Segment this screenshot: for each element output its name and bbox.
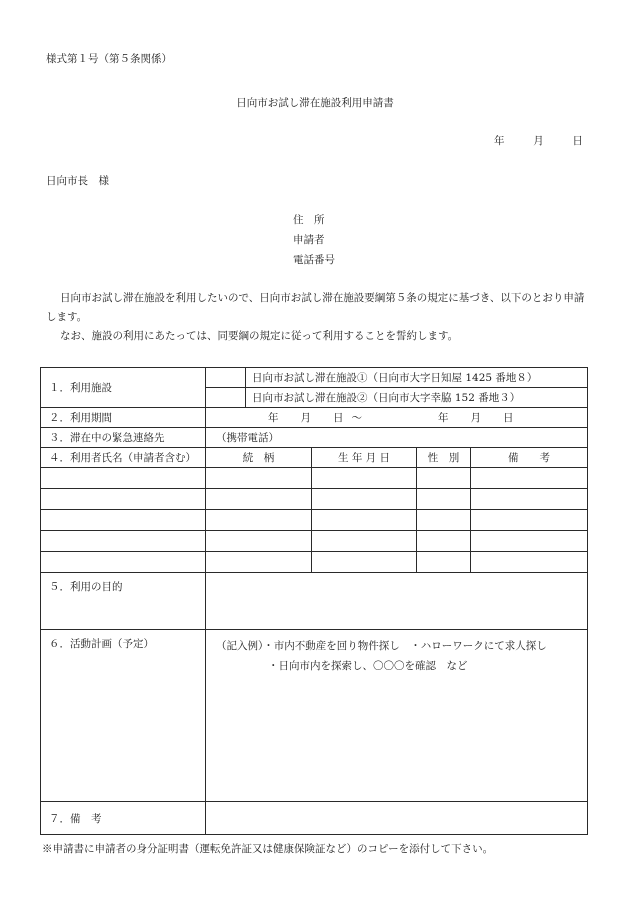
emergency-field[interactable]: [206, 428, 588, 448]
user-name-cell[interactable]: [41, 531, 206, 552]
user-gender-cell[interactable]: [417, 489, 471, 510]
form-number: 様式第１号（第５条関係）: [46, 53, 172, 65]
remarks-row: [41, 802, 588, 835]
period-label: ２．利用期間: [41, 408, 206, 428]
user-gender-cell[interactable]: [417, 531, 471, 552]
remarks-label: ７．備 考: [41, 802, 206, 835]
body-paragraph-2: なお、施設の利用にあたっては、同要綱の規定に従って利用することを誓約します。: [60, 330, 459, 342]
user-row: [41, 531, 588, 552]
user-birthdate-cell[interactable]: [312, 552, 417, 573]
user-row: [41, 510, 588, 531]
user-remarks-cell[interactable]: [471, 531, 588, 552]
user-relation-cell[interactable]: [206, 531, 312, 552]
period-tilde: ～: [351, 412, 362, 424]
user-row: [41, 468, 588, 489]
emergency-row: [41, 428, 588, 448]
user-name-cell[interactable]: [41, 489, 206, 510]
plan-label: ６．活動計画（予定）: [41, 630, 206, 802]
remarks-field[interactable]: [206, 802, 588, 835]
facility-check-2[interactable]: [206, 388, 246, 408]
users-label: ４．利用者氏名（申請者含む）: [41, 448, 206, 468]
user-remarks-cell[interactable]: [471, 552, 588, 573]
address-label: 住 所: [293, 214, 325, 226]
user-name-cell[interactable]: [41, 552, 206, 573]
user-name-cell[interactable]: [41, 510, 206, 531]
user-remarks-cell[interactable]: [471, 489, 588, 510]
user-relation-cell[interactable]: [206, 489, 312, 510]
purpose-field[interactable]: [206, 573, 588, 630]
period-end-day: 日: [503, 412, 514, 424]
period-start-day: 日: [333, 412, 344, 424]
user-relation-cell[interactable]: [206, 510, 312, 531]
period-field[interactable]: [206, 408, 588, 428]
user-gender-cell[interactable]: [417, 552, 471, 573]
user-birthdate-cell[interactable]: [312, 531, 417, 552]
facility-label: １．利用施設: [41, 368, 206, 408]
date-month: 月: [533, 135, 544, 147]
footer-note: ※申請書に申請者の身分証明書（運転免許証又は健康保険証など）のコピーを添付して下さい。: [42, 843, 494, 855]
purpose-row: [41, 573, 588, 630]
period-row: [41, 408, 588, 428]
period-start-month: 月: [300, 412, 311, 424]
addressee: 日向市長 様: [46, 175, 109, 187]
user-row: [41, 489, 588, 510]
user-remarks-cell[interactable]: [471, 468, 588, 489]
facility-check-1[interactable]: [206, 368, 246, 388]
user-row: [41, 552, 588, 573]
plan-row: [41, 630, 588, 802]
users-col-relation: 続 柄: [206, 448, 312, 468]
period-end-month: 月: [470, 412, 481, 424]
applicant-label: 申請者: [293, 234, 325, 246]
users-col-birthdate: 生 年 月 日: [312, 448, 417, 468]
plan-example-line-2: ・日向市内を探索し、〇〇〇を確認 など: [268, 660, 468, 672]
facility-option-2: 日向市お試し滞在施設②（日向市大字幸脇 152 番地３）: [246, 388, 588, 408]
emergency-label: ３．滞在中の緊急連絡先: [41, 428, 206, 448]
period-start-year: 年: [268, 412, 279, 424]
date-year: 年: [494, 135, 505, 147]
purpose-label: ５．利用の目的: [41, 573, 206, 630]
phone-label: 電話番号: [293, 254, 335, 266]
emergency-phone-label: （携帯電話）: [216, 432, 279, 444]
facility-option-1: 日向市お試し滞在施設①（日向市大字日知屋 1425 番地８）: [246, 368, 588, 388]
plan-field[interactable]: [206, 630, 588, 802]
body-text: [46, 289, 586, 346]
user-name-cell[interactable]: [41, 468, 206, 489]
plan-example-line-1: （記入例）・市内不動産を回り物件探し ・ハローワークにて求人探し: [216, 640, 547, 652]
user-relation-cell[interactable]: [206, 468, 312, 489]
user-relation-cell[interactable]: [206, 552, 312, 573]
body-paragraph-1: 日向市お試し滞在施設を利用したいので、日向市お試し滞在施設要綱第５条の規定に基づき、以下のとおり申請します。: [46, 292, 585, 323]
users-header-row: [41, 448, 588, 468]
facility-row-1: [41, 368, 588, 388]
date-day: 日: [572, 135, 583, 147]
user-birthdate-cell[interactable]: [312, 510, 417, 531]
users-col-remarks: 備 考: [471, 448, 588, 468]
document-title: 日向市お試し滞在施設利用申請書: [236, 97, 394, 109]
user-gender-cell[interactable]: [417, 510, 471, 531]
user-birthdate-cell[interactable]: [312, 489, 417, 510]
user-birthdate-cell[interactable]: [312, 468, 417, 489]
user-gender-cell[interactable]: [417, 468, 471, 489]
application-form-table: [40, 367, 588, 835]
users-col-gender: 性 別: [417, 448, 471, 468]
date-line: [494, 133, 583, 148]
applicant-block: [293, 210, 335, 270]
user-remarks-cell[interactable]: [471, 510, 588, 531]
period-end-year: 年: [438, 412, 449, 424]
